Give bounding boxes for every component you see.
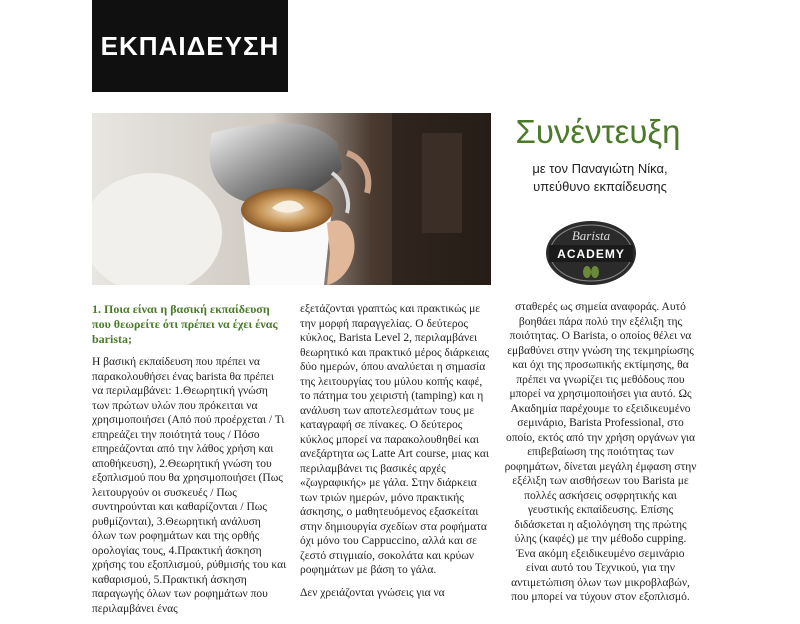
column-2-text: εξετάζονται γραπτώς και πρακτικώς με την μορφή παραγγελίας. Ο δεύτερος κύκλος, Barista Level 2, περιλαμβάνει θεωρητικό και πρακτικό μέρος διάρκειας δύο ημερών, όπου αναλύεται η σημασία της λειτουργίας του μύλου κοπής καφέ, το πάτημα του χειριστή (tamping) και η ανάλυση των αποτελεσμάτων τους με καταγραφή σε πίνακες. Ο δεύτερος κύκλος μπορεί να παρακολουθηθεί και ανεξάρτητα ως Latte Art course, μιας και περιλαμβάνει τις βασικές αρχές «ζωγραφικής» με γάλα. Στην διάρκεια των τριών ημερών, μόνο πρακτικής άσκησης, ο μαθητευόμενος εξασκείται στην δημιουργία σχεδίων στα ροφήματα όχι μόνο του Cappuccino, αλλά και σε ζεστό στιγμιαίο, σοκολάτα και κρύων ροφημάτων με βάση το γάλα. — [300, 303, 490, 576]
section-label: ΕΚΠΑΙΔΕΥΣΗ — [100, 30, 280, 61]
article-column-3 — [504, 300, 697, 613]
subtitle-line-2: υπεύθυνο εκπαίδευσης — [533, 179, 667, 194]
subtitle-line-1: με τον Παναγιώτη Νίκα, — [532, 161, 668, 176]
interview-subtitle — [520, 160, 680, 196]
column-3-text: σταθερές ως σημεία αναφοράς. Αυτό βοηθάει πάρα πολύ την εξέλιξη της ποιότητας. Ο Barista, ο οποίος θέλει να εμβαθύνει στην γνώση της τεκμηρίωσης και όχι της προσωπικής εκτίμησης, θα πρέπει να γνωρίζει τις μεθόδους που μπορεί να χρησιμοποιήσει για αυτό. Ως Ακαδημία παρέχουμε το εξειδικευμένο σεμινάριο, Barista Professional, στο οποίο, εκτός από την χρήση οργάνων για επιβεβαίωση της ποιότητας των ροφημάτων, δίνεται μεγάλη έμφαση στην εξέλιξη των αισθήσεων του Barista με πολλές ασκήσεις οσφρητικής και γευστικής εκπαίδευσης. Επίσης διδάσκεται η αξιολόγηση της πρώτης ύλης (καφές) με την μέθοδο cupping. Ένα ακόμη εξειδικευμένο σεμινάριο είναι αυτό του Τεχνικού, για την αντιμετώπιση όλων των μικροβλαβών, που μπορεί να τύχουν στον εξοπλισμό. — [504, 301, 697, 603]
column-2-text-b: Δεν χρειάζονται γνώσεις για να — [300, 586, 445, 599]
article-column-1 — [92, 302, 287, 624]
answer-1-text: Η βασική εκπαίδευση που πρέπει να παρακολουθήσει ένας barista θα πρέπει να περιλαμβάνει: 1.Θεωρητική γνώση των πρώτων υλών που πρόκειται να χρησιμοποιήσει (Από πού προέρχεται / Τι επηρεάζει την ποιότητά τους / Πόσο επηρεάζονται από την λάθος χρήση και αποθήκευση), 2.Θεωρητική γνώση του εξοπλισμού που θα χρησιμοποιήσει (Πως λειτουργούν οι συσκευές / Πως συντηρούνται και καθαρίζονται / Πως ρυθμίζονται), 3.Θεωρητική ανάλυση όλων των ροφημάτων και της ορθής ορολογίας τους, 4.Πρακτική άσκηση χρήσης του εξοπλισμού, ρύθμισής του και καθαρισμού, 5.Πρακτική άσκηση παραγωγής όλων των ροφημάτων που περιλαμβάνει ένας — [92, 356, 287, 615]
latte-art-photo — [92, 113, 491, 285]
article-column-2 — [300, 302, 490, 608]
logo-line-1: Barista — [571, 228, 611, 243]
question-1: 1. Ποια είναι η βασική εκπαίδευση που θεωρείτε ότι πρέπει να έχει ένας barista; — [92, 302, 278, 346]
section-tag — [92, 0, 288, 92]
logo-line-2: ACADEMY — [557, 247, 625, 261]
interview-title: Συνέντευξη — [515, 113, 681, 150]
barista-academy-logo — [543, 218, 639, 288]
